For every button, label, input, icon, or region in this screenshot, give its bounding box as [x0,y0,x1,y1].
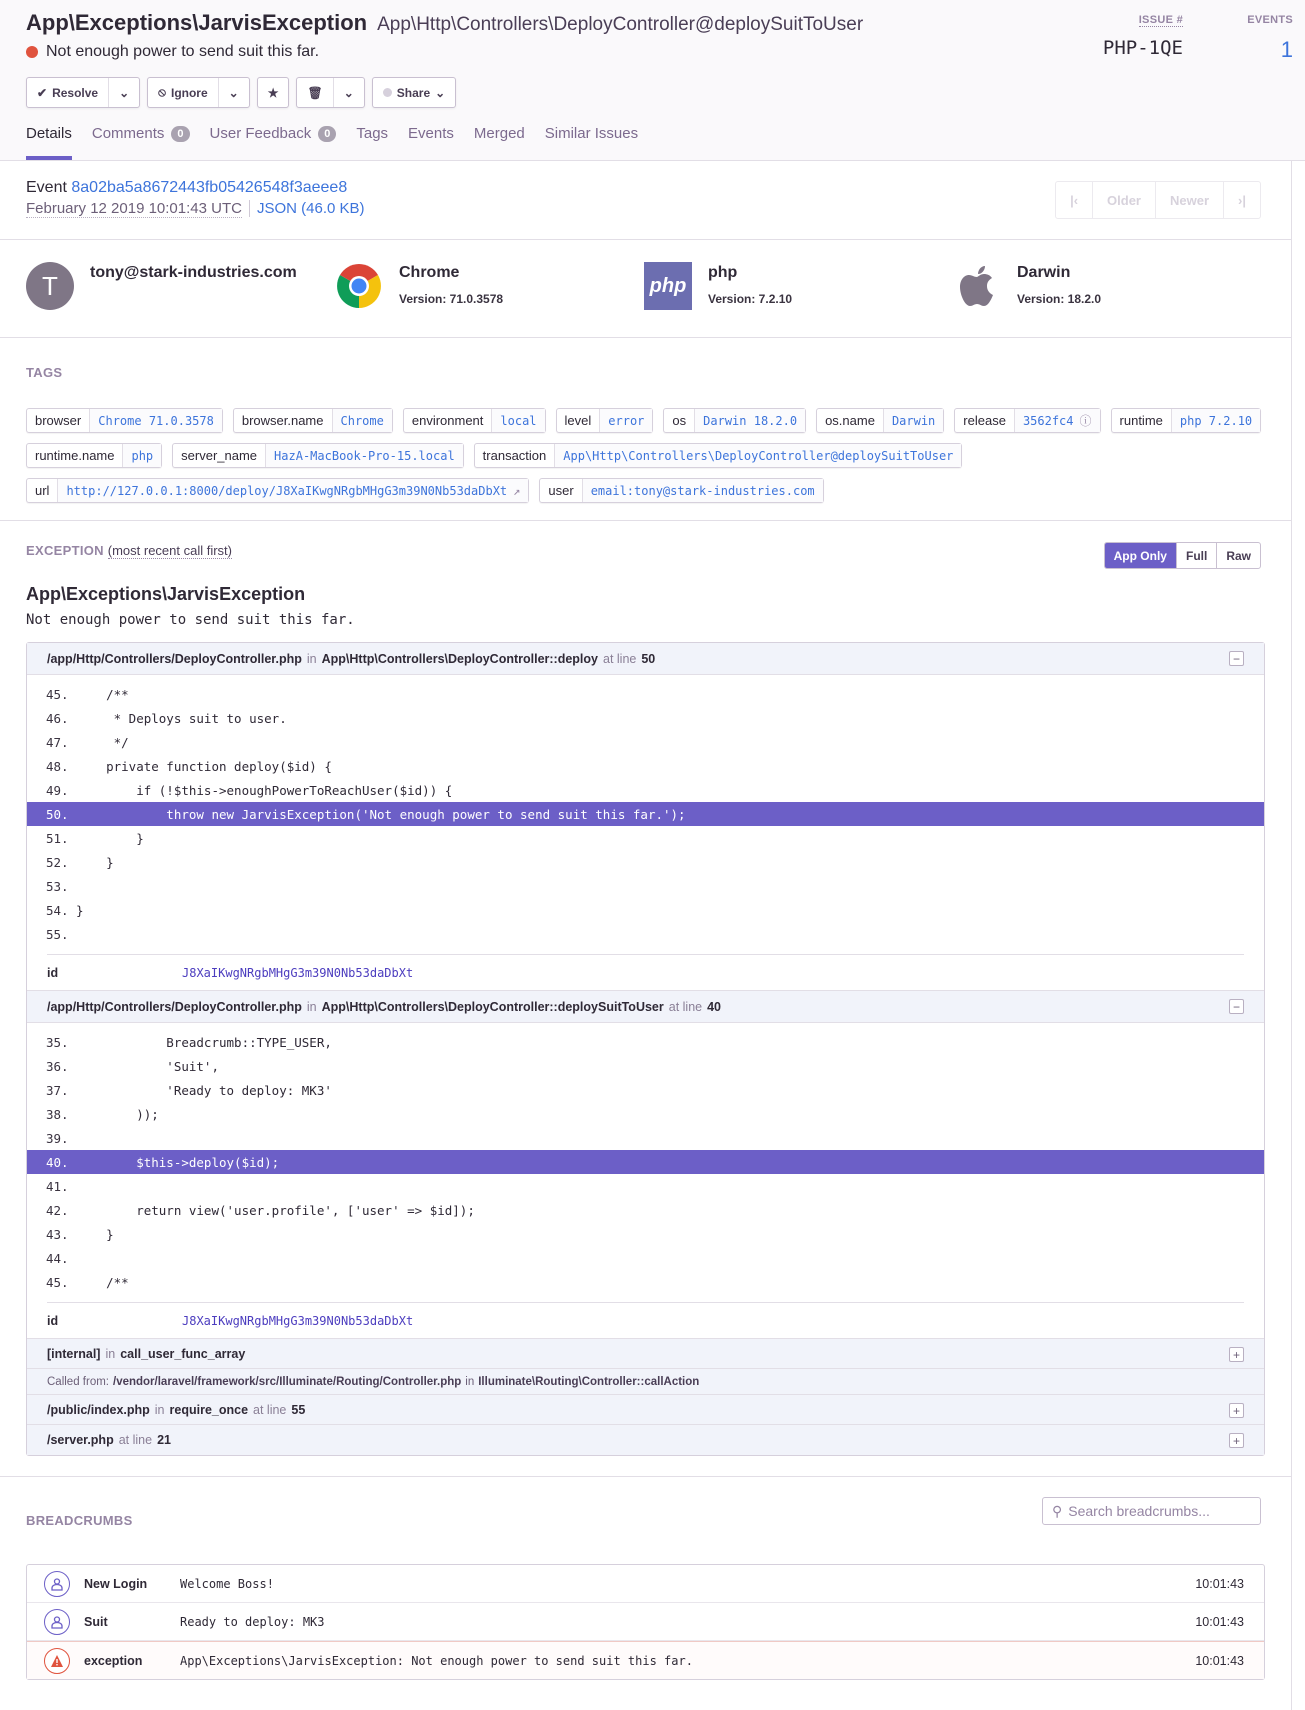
tag-value-text: email:tony@stark-industries.com [590,483,815,498]
line-number: 35. [46,1034,69,1050]
app-only-button[interactable]: App Only [1105,543,1176,568]
external-link-icon[interactable]: ↗ [513,483,521,498]
code-line [27,898,1264,922]
tag-value[interactable] [123,444,161,467]
info-icon[interactable]: ⓘ [1079,414,1092,428]
exception-section [0,521,1291,1477]
user-icon [44,1571,70,1597]
tag-value-text: App\Http\Controllers\DeployController@deploySuitToUser [563,448,954,463]
breadcrumb-message [180,1577,1195,1591]
variable-value: J8XaIKwgNRgbMHgG3m39N0Nb53daDbXt [182,1313,414,1328]
frame-variables [47,1302,1244,1338]
breadcrumb-message [180,1654,1195,1668]
tab-label: User Feedback [209,125,312,142]
trash-icon: 🗑 [307,85,323,100]
called-from-function: Illuminate\Routing\Controller::callAction [478,1375,700,1388]
expand-icon[interactable]: + [1229,1433,1244,1448]
called-from-row [27,1369,1264,1395]
tag-key: user [540,479,582,502]
code-line [27,850,1264,874]
breadcrumb-category: Suit [84,1614,108,1629]
line-number: 38. [46,1106,69,1122]
frame-line-number: 21 [157,1433,171,1447]
line-number: 37. [46,1082,69,1098]
user-icon [44,1609,70,1635]
runtime-version: Version: 7.2.10 [708,292,793,306]
tag-key: browser.name [234,409,333,432]
warning-icon [44,1648,70,1674]
line-code: } [76,854,114,870]
code-line [27,1222,1264,1246]
share-label: Share [396,85,431,100]
frame-file: [internal] [47,1346,101,1361]
issue-label: ISSUE # [1138,14,1183,26]
frame-function: App\Http\Controllers\DeployController::deploy [321,651,598,666]
breadcrumbs-search-input[interactable] [1042,1497,1261,1525]
code-line [27,1246,1264,1270]
tag-pill[interactable] [26,443,162,468]
user-email: tony@stark-industries.com [90,264,297,281]
line-number: 53. [46,878,69,894]
share-button[interactable] [373,78,455,107]
tag-key: server_name [173,444,266,467]
frame-at-line-label: at line [668,999,703,1014]
event-pager [1055,181,1261,219]
frame-header-collapsed[interactable] [27,1339,1264,1369]
line-code: } [76,902,84,918]
line-number: 54. [46,902,69,918]
tag-value-text: Darwin 18.2.0 [703,413,798,428]
frame-in-label: in [105,1346,116,1361]
delete-dropdown[interactable] [333,78,364,107]
scrollbar-track [1291,160,1292,1710]
frame-file: /app/Http/Controllers/DeployController.php [47,651,302,666]
frame-at-line-label: at line [603,651,637,666]
breadcrumbs-heading: BREADCRUMBS [26,1513,133,1528]
frame-function: App\Http\Controllers\DeployController::deploySuitToUser [321,999,664,1014]
runtime-name: php [708,264,738,281]
tab-merged[interactable] [474,125,525,160]
bookmark-button[interactable] [258,78,289,107]
frame-in-label: in [306,651,317,666]
tag-value[interactable] [600,409,652,432]
exception-value: Not enough power to send suit this far. [26,612,355,628]
line-number: 46. [46,710,69,726]
older-button[interactable]: Older [1092,182,1155,218]
frame-header-collapsed[interactable] [27,1395,1264,1425]
context-runtime [644,262,953,315]
called-in-label: in [465,1375,475,1388]
os-name: Darwin [1017,264,1071,281]
check-icon: ✔ [37,85,48,100]
line-number: 51. [46,830,69,846]
breadcrumb-row [27,1641,1264,1679]
context-os [953,262,1262,315]
line-code: */ [76,734,129,750]
tag-value-text: HazA-MacBook-Pro-15.local [274,448,455,463]
frame-file: /public/index.php [47,1402,150,1417]
frame-header[interactable] [27,991,1264,1023]
tag-value[interactable] [884,409,943,432]
breadcrumb-row [27,1603,1264,1641]
tag-value-text: Chrome [340,413,384,428]
browser-version: Version: 71.0.3578 [399,292,504,306]
comments-count-badge: 0 [171,126,189,142]
breadcrumb-category: New Login [84,1576,148,1591]
breadcrumb-message-text: Not enough power to send suit this far. [403,1653,693,1668]
tag-value[interactable] [90,409,222,432]
json-link[interactable]: JSON (46.0 KB) [256,200,365,217]
line-code: Breadcrumb::TYPE_USER, [76,1034,332,1050]
tags-heading: TAGS [26,365,63,380]
collapse-icon[interactable]: − [1229,999,1244,1014]
tab-label: Events [408,125,454,142]
line-code: if (!$this->enoughPowerToReachUser($id)) { [76,782,453,798]
event-label: Event [26,179,67,196]
apple-icon [953,262,1001,310]
tag-pill[interactable] [26,478,529,503]
line-number: 45. [46,1274,69,1290]
ignore-label: Ignore [170,85,208,100]
code-line [27,1126,1264,1150]
issue-title: App\Exceptions\JarvisException [26,10,368,35]
chevron-down-icon: ⌄ [119,85,130,100]
breadcrumb-message-text: Welcome Boss! [180,1576,274,1591]
tag-pill[interactable] [172,443,464,468]
search-icon: ⚲ [1052,1502,1063,1519]
tag-value-text: Darwin [891,413,936,428]
line-number: 44. [46,1250,69,1266]
issue-id: PHP-1QE [1102,37,1183,59]
tag-pill[interactable] [954,408,1100,433]
tag-key: runtime.name [27,444,123,467]
line-code: * Deploys suit to user. [76,710,287,726]
code-line [27,706,1264,730]
tab-label: Details [26,125,72,142]
breadcrumb-message-text: Ready to deploy: MK3 [180,1614,325,1629]
code-line [27,826,1264,850]
tags-section [0,338,1291,521]
expand-icon[interactable]: + [1229,1403,1244,1418]
delete-button[interactable] [297,78,332,107]
tag-value-text: error [608,413,645,428]
line-code: throw new JarvisException('Not enough power to send suit this far.'); [76,806,686,822]
resolve-label: Resolve [52,85,99,100]
breadcrumb-row [27,1565,1264,1603]
frame-function: call_user_func_array [120,1346,246,1361]
tag-key: environment [404,409,493,432]
line-code: $this->deploy($id); [76,1154,280,1170]
issue-culprit: App\Http\Controllers\DeployController@deploySuitToUser [377,14,864,35]
line-number: 55. [46,926,69,942]
tag-value[interactable] [695,409,805,432]
tag-key: transaction [475,444,556,467]
tag-pill[interactable] [474,443,963,468]
events-stat [1195,10,1305,63]
tag-pill[interactable] [26,408,223,433]
collapse-icon[interactable]: − [1229,651,1244,666]
breadcrumb-category: exception [84,1653,143,1668]
line-number: 36. [46,1058,69,1074]
star-icon: ★ [267,85,279,100]
line-code: 'Ready to deploy: MK3' [76,1082,332,1098]
breadcrumb-time: 10:01:43 [1195,1614,1244,1629]
tab-comments[interactable] [92,125,190,160]
line-number: 45. [46,686,69,702]
frame-line-number: 55 [291,1402,306,1417]
tab-label: Comments [91,125,165,142]
frame-file: /app/Http/Controllers/DeployController.php [47,999,302,1014]
variable-name: id [47,965,59,980]
events-count[interactable]: 1 [1280,37,1293,62]
avatar: T [26,262,74,310]
tag-value-text: local [500,413,537,428]
line-code: private function deploy($id) { [76,758,332,774]
tag-key: level [557,409,601,432]
tag-pill[interactable] [663,408,806,433]
resolve-button[interactable] [27,78,108,107]
tag-key: os.name [817,409,884,432]
breadcrumb-exception-type: App\Exceptions\JarvisException: [180,1653,404,1668]
line-code: )); [76,1106,159,1122]
code-line [27,754,1264,778]
tag-pill[interactable] [556,408,654,433]
context-browser [335,262,644,315]
called-from-file: /vendor/laravel/framework/src/Illuminate/Routing/Controller.php [113,1375,462,1388]
tab-similar-issues[interactable] [545,125,638,160]
code-line [27,730,1264,754]
exception-heading: EXCEPTION [26,543,104,558]
oldest-button[interactable]: |‹ [1070,192,1079,208]
tag-pill[interactable] [1111,408,1262,433]
tag-value[interactable] [555,444,961,467]
tag-value-text: 3562fc4 [1022,413,1074,428]
tag-value[interactable] [266,444,463,467]
code-line [27,1054,1264,1078]
raw-button[interactable]: Raw [1216,543,1260,568]
code-line [27,922,1264,946]
line-number: 41. [46,1178,69,1194]
breadcrumb-message [180,1615,1195,1629]
tag-pill[interactable] [233,408,393,433]
browser-name: Chrome [399,264,460,281]
event-id-link[interactable]: 8a02ba5a8672443fb05426548f3aeee8 [71,179,348,196]
event-date: February 12 2019 10:01:43 UTC [26,200,242,217]
code-line [27,682,1264,706]
line-number: 47. [46,734,69,750]
code-line [27,1078,1264,1102]
line-code: } [76,830,144,846]
breadcrumb-list [26,1564,1265,1680]
line-number: 50. [46,806,69,822]
tag-key: os [664,409,695,432]
code-line [27,1030,1264,1054]
breadcrumbs-section [0,1477,1291,1680]
variable-value: J8XaIKwgNRgbMHgG3m39N0Nb53daDbXt [182,965,414,980]
code-line [27,874,1264,898]
chevron-down-icon: ⌄ [228,85,239,100]
tag-list [26,408,1265,503]
tag-key: release [955,409,1015,432]
line-number: 52. [46,854,69,870]
stacktrace-view-toggle [1104,542,1261,569]
issue-number-stat [1085,10,1195,63]
issue-header [0,0,1305,161]
tag-pill[interactable] [403,408,546,433]
line-number: 40. [46,1154,69,1170]
code-line [27,1102,1264,1126]
tag-key: url [27,479,58,502]
code-context [27,675,1264,954]
breadcrumb-time: 10:01:43 [1195,1653,1244,1668]
share-status-dot-icon [383,88,392,97]
ban-icon: ⦸ [158,85,166,99]
php-icon [644,262,692,310]
stacktrace [26,642,1265,1456]
context-summary [0,240,1291,338]
frame-header[interactable] [27,643,1264,675]
tag-value[interactable] [333,409,392,432]
frame-variables [47,954,1244,990]
frame-at-line-label: at line [118,1433,153,1447]
newer-button[interactable]: Newer [1155,182,1223,218]
resolve-dropdown[interactable] [108,78,139,107]
tab-tags[interactable] [356,125,388,160]
frame-line-number: 50 [641,651,656,666]
tag-value-text: http://127.0.0.1:8000/deploy/J8XaIKwgNRgbMHgG3m39N0Nb53daDbXt [66,483,508,498]
code-line [27,1270,1264,1294]
tab-events[interactable] [408,125,454,160]
line-number: 42. [46,1202,69,1218]
frame-file: /server.php [47,1433,114,1447]
frame-in-label: in [154,1402,165,1417]
error-level-dot [26,46,38,58]
variable-name: id [47,1313,59,1328]
search-placeholder: Search breadcrumbs... [1068,1503,1210,1519]
line-number: 48. [46,758,69,774]
frame-line-number: 40 [707,999,722,1014]
line-number: 49. [46,782,69,798]
tab-label: Merged [473,125,525,142]
code-line [27,1198,1264,1222]
ignore-dropdown[interactable] [218,78,249,107]
tag-value-text: Chrome 71.0.3578 [98,413,214,428]
frame-at-line-label: at line [253,1402,287,1417]
tag-value[interactable] [1015,409,1100,432]
line-code: /** [76,1274,129,1290]
tag-value[interactable] [58,479,528,502]
chevron-down-icon: ⌄ [343,85,354,100]
exception-order-toggle[interactable]: (most recent call first) [107,543,232,558]
frame-in-label: in [306,999,317,1014]
frame-function: require_once [169,1402,249,1417]
tag-value[interactable] [583,479,823,502]
line-code: return view('user.profile', ['user' => $id]); [76,1202,475,1218]
issue-message: Not enough power to send suit this far. [46,43,320,60]
chevron-down-icon: ⌄ [435,85,446,100]
php-logo-text: php [649,274,687,297]
chrome-icon [335,262,383,310]
code-line [27,778,1264,802]
tag-pill[interactable] [539,478,823,503]
expand-icon[interactable]: + [1229,1347,1244,1362]
tag-value[interactable] [492,409,544,432]
tab-label: Similar Issues [544,125,639,142]
os-version: Version: 18.2.0 [1017,292,1102,306]
events-label: EVENTS [1247,14,1293,26]
code-context [27,1023,1264,1302]
ignore-button[interactable] [148,78,218,107]
frame-variables-wrap [27,1302,1264,1339]
called-from-label: Called from: [47,1375,109,1388]
feedback-count-badge: 0 [318,126,336,142]
event-summary [0,161,1291,240]
code-line-highlighted [27,1150,1264,1174]
tag-value-text: php [131,448,154,463]
frame-variables-wrap [27,954,1264,991]
line-number: 43. [46,1226,69,1242]
breadcrumb-time: 10:01:43 [1195,1576,1244,1591]
tab-details[interactable] [26,125,72,160]
tag-key: runtime [1112,409,1172,432]
tag-value-text: php 7.2.10 [1179,413,1253,428]
line-code: /** [76,686,129,702]
context-user [26,262,335,315]
code-line [27,1174,1264,1198]
newest-button[interactable]: ›| [1223,182,1260,218]
full-button[interactable]: Full [1176,543,1216,568]
tag-pill[interactable] [816,408,944,433]
tag-key: browser [27,409,90,432]
tab-label: Tags [356,125,389,142]
code-line-highlighted [27,802,1264,826]
line-code: } [76,1226,114,1242]
exception-type: App\Exceptions\JarvisException [26,584,306,604]
line-code: 'Suit', [76,1058,219,1074]
line-number: 39. [46,1130,69,1146]
tag-value[interactable] [1172,409,1260,432]
tab-user-feedback[interactable] [210,125,337,160]
frame-header-collapsed[interactable] [27,1425,1264,1455]
